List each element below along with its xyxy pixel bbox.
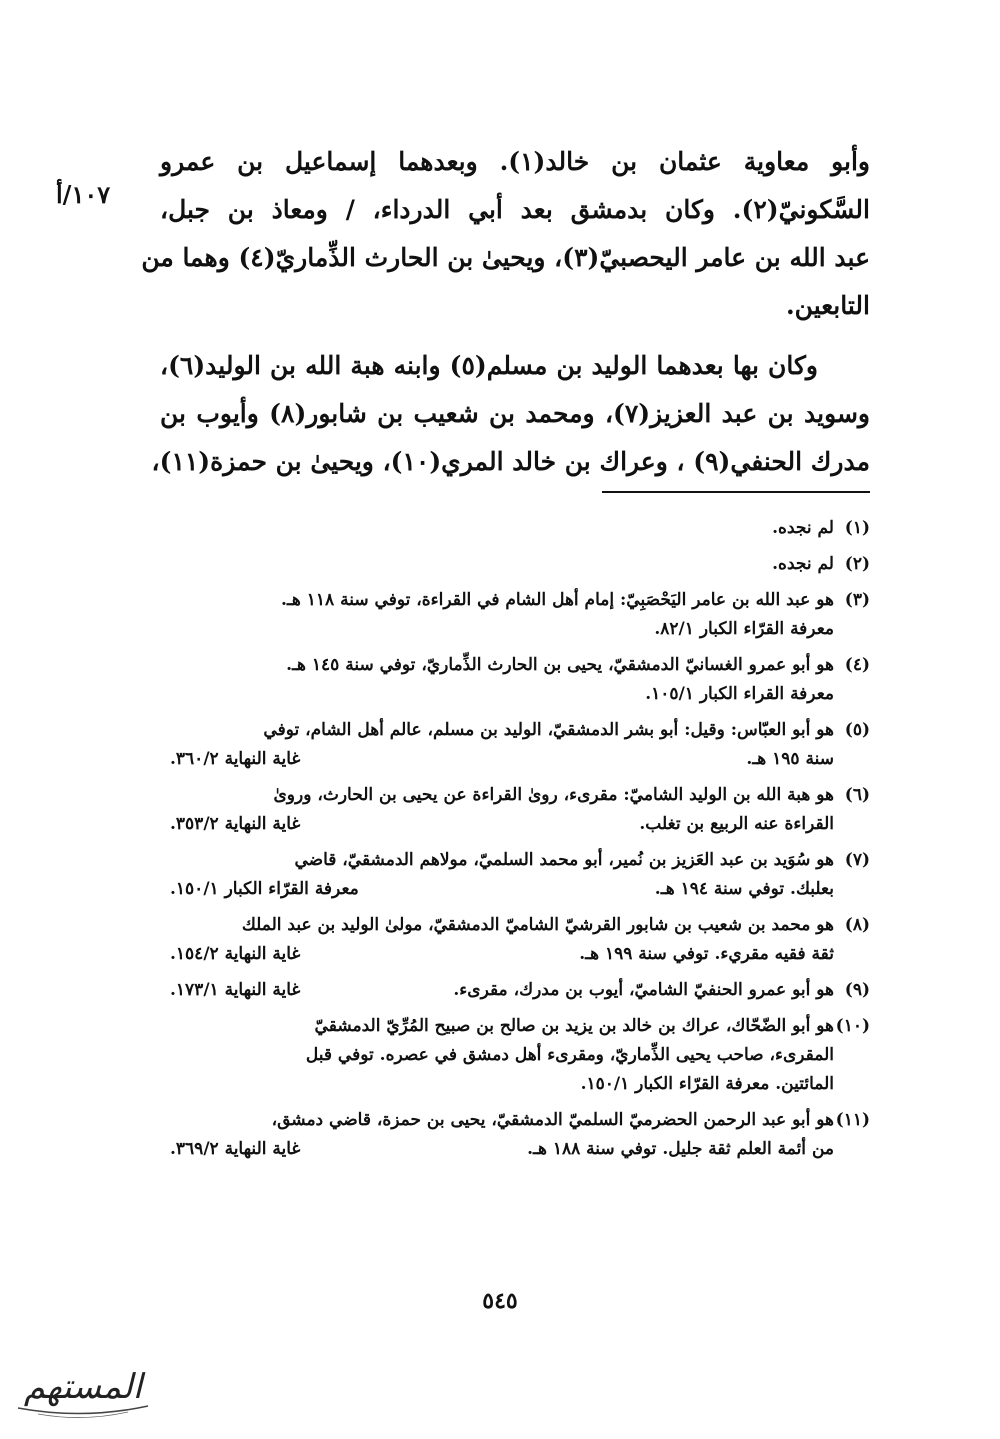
main-text bbox=[141, 138, 871, 486]
footnote-text: معرفة القراء الكبار ١٠٥/١. bbox=[645, 684, 834, 704]
footnote-text: هو سُوَيد بن عبد العَزيز بن نُمير، أبو محمد السلميّ، مولاهم الدمشقيّ، قاضي bbox=[294, 850, 834, 870]
footnote-number: (٥) bbox=[844, 720, 870, 740]
footnote-line bbox=[170, 911, 834, 940]
footnote-number: (٨) bbox=[844, 915, 870, 935]
footnote-text: هو هبة الله بن الوليد الشاميّ: مقرىء، روىٰ القراءة عن يحيى بن الحارث، وروىٰ bbox=[273, 785, 834, 805]
footnote bbox=[170, 1012, 870, 1099]
footnote-text: من أئمة العلم ثقة جليل. توفي سنة ١٨٨ هـ. bbox=[527, 1139, 834, 1159]
footnote-number: (٧) bbox=[844, 850, 870, 870]
main-line: مدرك الحنفي(٩) ، وعراك بن خالد المري(١٠)، ويحيىٰ بن حمزة(١١)، bbox=[151, 447, 870, 476]
footnote-reference: غاية النهاية ٣٥٣/٢. bbox=[170, 814, 301, 834]
footnote-body bbox=[170, 586, 834, 644]
logo-calligraphy bbox=[8, 1350, 158, 1430]
footnote-line bbox=[170, 846, 834, 875]
footnote-line bbox=[170, 716, 834, 745]
footnote-number: (١٠) bbox=[835, 1016, 870, 1036]
footnote-line bbox=[170, 1041, 834, 1070]
footnote bbox=[170, 716, 870, 774]
footnote-body bbox=[170, 716, 834, 774]
folio-margin-note: ١٠٧/أ bbox=[56, 180, 111, 209]
footnote-number: (٦) bbox=[844, 785, 870, 805]
footnote-line bbox=[170, 976, 834, 1005]
footnote-text: لم نجده. bbox=[772, 518, 834, 538]
footnote-body bbox=[170, 846, 834, 904]
footnote-line bbox=[170, 550, 834, 579]
publisher-logo bbox=[8, 1350, 158, 1430]
footnote bbox=[170, 781, 870, 839]
main-line: التابعين. bbox=[785, 291, 870, 320]
footnote-line bbox=[170, 615, 834, 644]
footnote-reference: غاية النهاية ١٧٣/١. bbox=[170, 980, 301, 1000]
footnote-text: لم نجده. bbox=[772, 554, 834, 574]
footnote-text: القراءة عنه الربيع بن تغلب. bbox=[639, 814, 834, 834]
footnote-line bbox=[170, 514, 834, 543]
footnote-number: (١) bbox=[844, 518, 870, 538]
footnote bbox=[170, 976, 870, 1005]
logo-text: المستهم bbox=[23, 1367, 143, 1407]
footnote-text: معرفة القرّاء الكبار ٨٢/١. bbox=[654, 619, 834, 639]
footnote-line bbox=[170, 810, 834, 839]
main-line: وكان بها بعدهما الوليد بن مسلم(٥) وابنه هبة الله بن الوليد(٦)، bbox=[160, 351, 818, 380]
footnote bbox=[170, 651, 870, 709]
footnote-number: (٣) bbox=[844, 590, 870, 610]
footnote-number: (٤) bbox=[844, 655, 870, 675]
footnote bbox=[170, 514, 870, 543]
footnote-body bbox=[170, 976, 834, 1005]
main-line: السَّكونيّ(٢). وكان بدمشق بعد أبي الدرداء، / ومعاذ بن جبل، bbox=[160, 195, 870, 224]
footnote-line bbox=[170, 875, 834, 904]
footnotes bbox=[170, 514, 870, 1171]
footnote-text: المائتين. معرفة القرّاء الكبار ١٥٠/١. bbox=[580, 1074, 834, 1094]
footnote-line bbox=[170, 781, 834, 810]
footnote-text: هو عبد الله بن عامر اليَحْصَبِيّ: إمام أهل الشام في القراءة، توفي سنة ١١٨ هـ. bbox=[281, 590, 834, 610]
footnote-body bbox=[170, 514, 834, 543]
footnote-number: (٩) bbox=[844, 980, 870, 1000]
footnote bbox=[170, 846, 870, 904]
footnote-body bbox=[170, 911, 834, 969]
footnote bbox=[170, 1106, 870, 1164]
footnote-text: ثقة فقيه مقريء. توفي سنة ١٩٩ هـ. bbox=[579, 944, 834, 964]
footnote-body bbox=[170, 1012, 834, 1099]
footnote-line bbox=[170, 940, 834, 969]
footnote-body bbox=[170, 651, 834, 709]
footnote-text: هو أبو عمرو الغسانيّ الدمشقيّ، يحيى بن الحارث الذِّماريّ، توفي سنة ١٤٥ هـ. bbox=[286, 655, 834, 675]
footnote-body bbox=[170, 781, 834, 839]
footnote-reference: غاية النهاية ١٥٤/٢. bbox=[170, 944, 301, 964]
footnote-text: سنة ١٩٥ هـ. bbox=[746, 749, 834, 769]
footnote bbox=[170, 586, 870, 644]
footnote-text: هو أبو الضّحّاك، عراك بن خالد بن يزيد بن صالح بن صبيح المُرِّيّ الدمشقيّ bbox=[314, 1016, 834, 1036]
footnote-line bbox=[170, 1135, 834, 1164]
footnote bbox=[170, 550, 870, 579]
footnote bbox=[170, 911, 870, 969]
footnote-text: هو أبو عبد الرحمن الحضرميّ السلميّ الدمشقيّ، يحيى بن حمزة، قاضي دمشق، bbox=[271, 1110, 834, 1130]
footnote-line bbox=[170, 586, 834, 615]
footnote-text: بعلبك. توفي سنة ١٩٤ هـ. bbox=[654, 879, 834, 899]
footnote-text: هو أبو العبّاس: وقيل: أبو بشر الدمشقيّ، الوليد بن مسلم، عالم أهل الشام، توفي bbox=[263, 720, 834, 740]
footnote-separator bbox=[602, 491, 870, 493]
footnote-text: هو محمد بن شعيب بن شابور القرشيّ الشاميّ الدمشقيّ، مولىٰ الوليد بن عبد الملك bbox=[241, 915, 834, 935]
footnote-reference: غاية النهاية ٣٦٩/٢. bbox=[170, 1139, 301, 1159]
main-line: وسويد بن عبد العزيز(٧)، ومحمد بن شعيب بن شابور(٨) وأيوب بن bbox=[160, 399, 871, 428]
footnote-body bbox=[170, 550, 834, 579]
paragraph-2 bbox=[151, 342, 871, 486]
main-line: عبد الله بن عامر اليحصبيّ(٣)، ويحيىٰ بن الحارث الذِّماريّ(٤) وهما من bbox=[141, 243, 870, 272]
footnote-line bbox=[170, 1012, 834, 1041]
footnote-line bbox=[170, 680, 834, 709]
main-line: وأبو معاوية عثمان بن خالد(١). وبعدهما إسماعيل بن عمرو bbox=[160, 147, 870, 176]
footnote-reference: معرفة القرّاء الكبار ١٥٠/١. bbox=[170, 879, 359, 899]
footnote-line bbox=[170, 1070, 834, 1099]
footnote-line bbox=[170, 1106, 834, 1135]
footnote-number: (٢) bbox=[844, 554, 870, 574]
footnote-text: هو أبو عمرو الحنفيّ الشاميّ، أيوب بن مدرك، مقرىء. bbox=[453, 980, 834, 1000]
footnote-reference: غاية النهاية ٣٦٠/٢. bbox=[170, 749, 301, 769]
footnote-number: (١١) bbox=[835, 1110, 870, 1130]
page-number: ٥٤٥ bbox=[482, 1288, 518, 1314]
footnote-body bbox=[170, 1106, 834, 1164]
footnote-line bbox=[170, 651, 834, 680]
footnote-text: المقرىء، صاحب يحيى الذِّماريّ، ومقرىء أهل دمشق في عصره. توفي قبل bbox=[305, 1045, 834, 1065]
footnote-line bbox=[170, 745, 834, 774]
